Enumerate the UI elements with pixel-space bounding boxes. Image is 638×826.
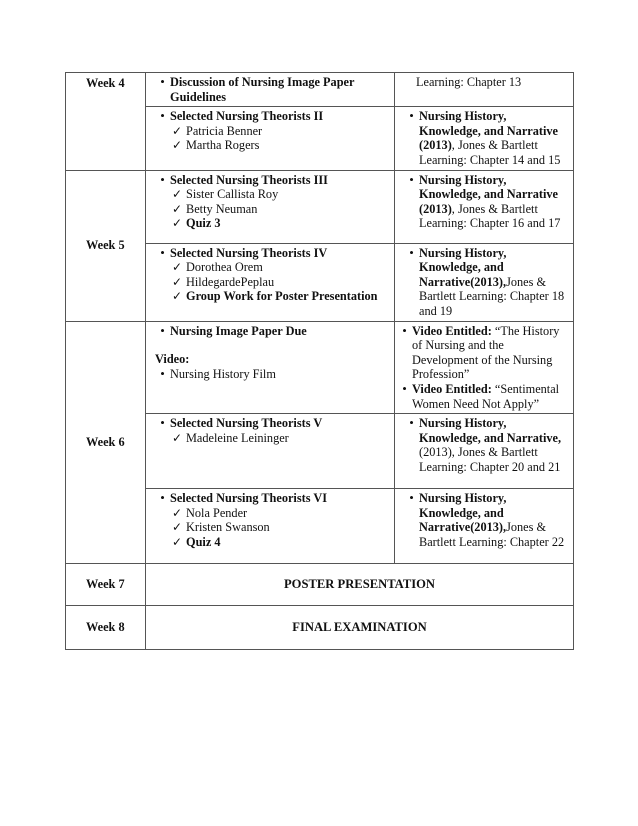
theorist-name: Nola Pender xyxy=(186,505,248,520)
quiz-item: Quiz 3 xyxy=(186,216,221,231)
resource-cell xyxy=(395,321,574,414)
bullet-icon: • xyxy=(409,244,414,260)
theorist-name: Kristen Swanson xyxy=(186,520,270,535)
check-icon: ✓ xyxy=(172,520,183,535)
bullet-icon: • xyxy=(402,322,407,338)
video-item: Nursing History Film xyxy=(170,366,276,381)
topic-cell xyxy=(146,73,395,107)
bullet-icon: • xyxy=(409,415,414,431)
bullet-icon: • xyxy=(160,365,165,381)
poster-presentation-cell: POSTER PRESENTATION xyxy=(146,564,574,606)
resource-cell xyxy=(395,243,574,321)
resource-cell xyxy=(395,414,574,489)
theorist-name: HildegardePeplau xyxy=(186,274,275,289)
topic-text: Nursing Image Paper Due xyxy=(170,323,307,338)
resource-details: , Jones & Bartlett Learning: Chapter 16 and 17 xyxy=(419,201,561,231)
week-label: Week 8 xyxy=(66,606,146,650)
bullet-icon: • xyxy=(160,74,165,89)
week-label: Week 4 xyxy=(66,73,146,171)
check-icon: ✓ xyxy=(172,260,183,275)
video-title-label: Video Entitled: xyxy=(412,381,492,396)
check-icon: ✓ xyxy=(172,138,183,153)
resource-title: Nursing History, Knowledge, and Narrative(2013), xyxy=(419,491,507,535)
table-row xyxy=(66,606,574,650)
theorist-name: Dorothea Orem xyxy=(186,260,263,275)
theorist-name: Madeleine Leininger xyxy=(186,430,289,445)
resource-details: (2013), Jones & Bartlett Learning: Chapter 20 and 21 xyxy=(419,445,561,474)
check-icon: ✓ xyxy=(172,430,183,445)
topic-text: Selected Nursing Theorists IV xyxy=(170,245,328,260)
group-work-item: Group Work for Poster Presentation xyxy=(186,289,378,304)
topic-cell xyxy=(146,170,395,243)
check-icon: ✓ xyxy=(172,123,183,138)
table-row xyxy=(66,73,574,107)
bullet-icon: • xyxy=(409,171,414,187)
video-title: “Sentimental Women Need Not Apply” xyxy=(412,381,560,411)
bullet-icon: • xyxy=(409,108,414,124)
check-icon: ✓ xyxy=(172,534,183,549)
bullet-icon: • xyxy=(409,490,414,506)
final-examination-cell: FINAL EXAMINATION xyxy=(146,606,574,650)
theorist-name: Sister Callista Roy xyxy=(186,187,279,202)
bullet-icon: • xyxy=(160,322,165,338)
resource-cell xyxy=(395,73,574,107)
bullet-icon: • xyxy=(160,490,165,506)
table-row xyxy=(66,170,574,243)
resource-text: Learning: Chapter 13 xyxy=(416,75,522,89)
video-title: “The History of Nursing and the Development of the Nursing Profession” xyxy=(412,323,560,382)
course-schedule-table xyxy=(65,72,574,650)
bullet-icon: • xyxy=(160,108,165,124)
week-label: Week 6 xyxy=(66,321,146,564)
resource-details: Jones & Bartlett Learning: Chapter 22 xyxy=(419,520,565,549)
topic-text: Selected Nursing Theorists V xyxy=(170,416,323,431)
resource-title: Nursing History, Knowledge, and Narrative, xyxy=(419,416,562,445)
topic-cell xyxy=(146,321,395,414)
check-icon: ✓ xyxy=(172,289,183,304)
topic-text: Selected Nursing Theorists III xyxy=(170,172,328,187)
topic-text: Discussion of Nursing Image Paper Guidelines xyxy=(170,75,355,104)
resource-title: Nursing History, Knowledge, and Narrative(2013), xyxy=(419,245,507,289)
topic-cell xyxy=(146,107,395,170)
resource-cell xyxy=(395,107,574,170)
topic-text: Selected Nursing Theorists II xyxy=(170,109,324,124)
check-icon: ✓ xyxy=(172,187,183,202)
video-label: Video: xyxy=(155,352,190,367)
resource-title: Nursing History, Knowledge, and Narrative (2013) xyxy=(419,172,559,216)
theorist-name: Betty Neuman xyxy=(186,201,258,216)
week-label: Week 5 xyxy=(66,170,146,321)
quiz-item: Quiz 4 xyxy=(186,534,221,549)
video-title-label: Video Entitled: xyxy=(412,323,492,338)
week-label: Week 7 xyxy=(66,564,146,606)
topic-text: Selected Nursing Theorists VI xyxy=(170,491,328,506)
bullet-icon: • xyxy=(160,415,165,431)
resource-details: Jones & Bartlett Learning: Chapter 18 and 19 xyxy=(419,274,565,318)
check-icon: ✓ xyxy=(172,274,183,289)
topic-cell xyxy=(146,489,395,564)
check-icon: ✓ xyxy=(172,201,183,216)
resource-cell xyxy=(395,489,574,564)
table-row xyxy=(66,564,574,606)
check-icon: ✓ xyxy=(172,216,183,231)
resource-details: , Jones & Bartlett Learning: Chapter 14 and 15 xyxy=(419,138,561,167)
resource-title: Nursing History, Knowledge, and Narrative (2013) xyxy=(419,109,559,153)
topic-cell xyxy=(146,414,395,489)
bullet-icon: • xyxy=(160,171,165,187)
topic-cell xyxy=(146,243,395,321)
table-row xyxy=(66,321,574,414)
bullet-icon: • xyxy=(402,380,407,396)
theorist-name: Patricia Benner xyxy=(186,123,263,138)
theorist-name: Martha Rogers xyxy=(186,138,260,153)
resource-cell xyxy=(395,170,574,243)
check-icon: ✓ xyxy=(172,505,183,520)
bullet-icon: • xyxy=(160,244,165,260)
